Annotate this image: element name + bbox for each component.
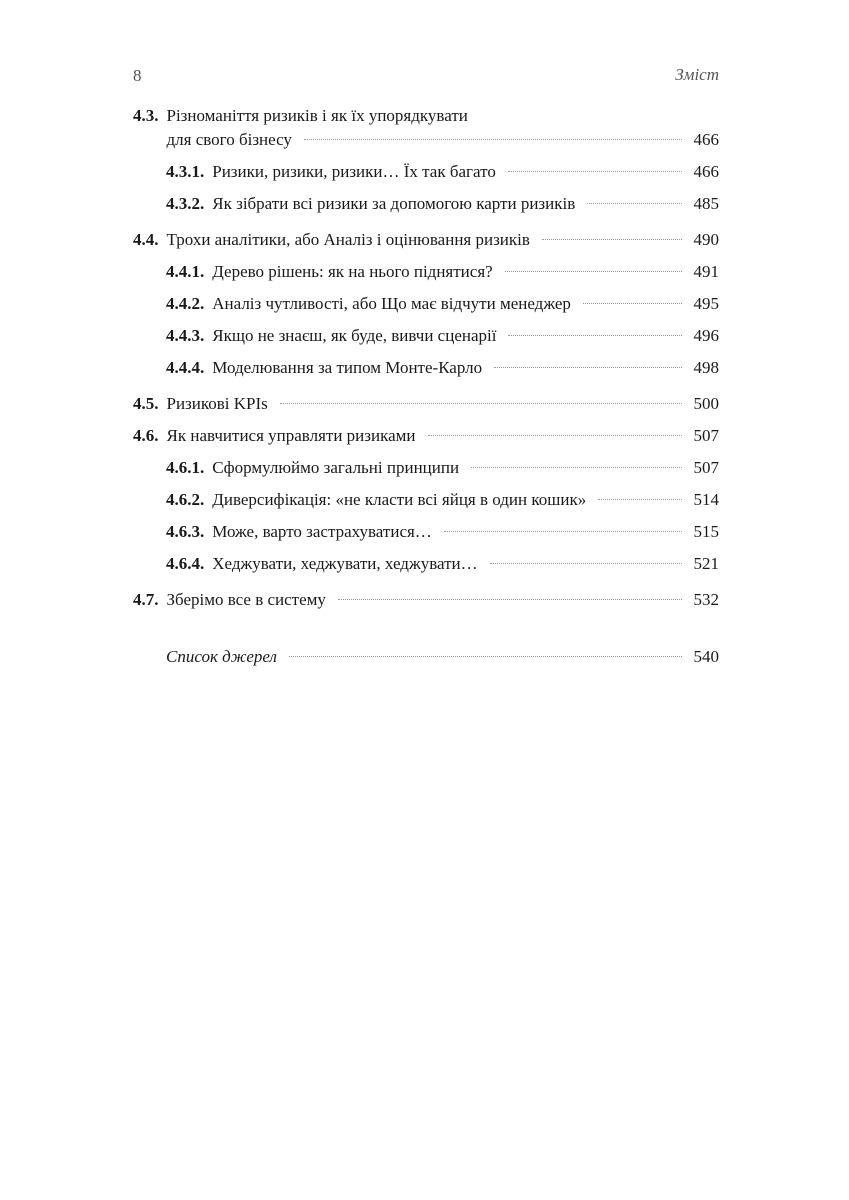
toc-entry-4-6-3[interactable]: [133, 520, 719, 544]
section-title: Моделювання за типом Монте-Карло: [212, 358, 483, 377]
section-number: 4.4.2.: [166, 294, 205, 313]
dot-leader: [508, 171, 682, 172]
section-number: 4.3.1.: [166, 162, 205, 181]
section-title: Хеджувати, хеджувати, хеджувати…: [212, 554, 478, 573]
section-title: Трохи аналітики, або Аналіз і оцінювання ризиків: [166, 230, 530, 249]
section-title-line2: для свого бізнесу: [166, 130, 292, 149]
section-title: Дерево рішень: як на нього піднятися?: [212, 262, 493, 281]
page-ref: 514: [693, 490, 719, 509]
section-number: 4.6.2.: [166, 490, 205, 509]
toc-entry-4-6-1[interactable]: [133, 456, 719, 480]
page-ref: 495: [693, 294, 719, 313]
section-number: 4.6.1.: [166, 458, 205, 477]
dot-leader: [428, 435, 682, 436]
page-ref: 532: [693, 590, 719, 609]
section-number: 4.6.4.: [166, 554, 205, 573]
section-title: Як навчитися управляти ризиками: [166, 426, 416, 445]
page-ref: 490: [693, 230, 719, 249]
dot-leader: [490, 563, 682, 564]
dot-leader: [598, 499, 681, 500]
dot-leader: [304, 139, 682, 140]
toc-entry-4-3-2[interactable]: [133, 192, 719, 216]
page-number: 8: [133, 66, 142, 85]
dot-leader: [587, 203, 681, 204]
section-title: Диверсифікація: «не класти всі яйця в один кошик»: [212, 490, 587, 509]
dot-leader: [444, 531, 682, 532]
sources-title: Список джерел: [166, 647, 277, 666]
page-ref: 507: [693, 426, 719, 445]
page-ref: 498: [693, 358, 719, 377]
section-title: Може, варто застрахуватися…: [212, 522, 432, 541]
section-number: 4.4.3.: [166, 326, 205, 345]
section-title: Ризики, ризики, ризики… Їх так багато: [212, 162, 496, 181]
page-ref: 540: [693, 647, 719, 666]
section-number: 4.4.4.: [166, 358, 205, 377]
toc-entry-4-6[interactable]: [133, 424, 719, 448]
page-ref: 507: [693, 458, 719, 477]
toc-entry-sources[interactable]: [133, 645, 719, 669]
section-title-line1: Різноманіття ризиків і як їх упорядкувати: [166, 106, 468, 125]
dot-leader: [542, 239, 682, 240]
toc-entry-4-4-4[interactable]: [133, 356, 719, 380]
page-ref: 521: [693, 554, 719, 573]
toc-entry-4-4-1[interactable]: [133, 260, 719, 284]
dot-leader: [280, 403, 682, 404]
section-number: 4.7.: [133, 590, 159, 609]
page-ref: 515: [693, 522, 719, 541]
dot-leader: [508, 335, 681, 336]
toc-entry-4-4[interactable]: [133, 228, 719, 252]
page-ref: 500: [693, 394, 719, 413]
section-number: 4.3.2.: [166, 194, 205, 213]
section-title: Зберімо все в систему: [166, 590, 326, 609]
section-title: Якщо не знаєш, як буде, вивчи сценарії: [212, 326, 497, 345]
running-header: Зміст: [675, 65, 719, 84]
toc-entry-4-3-1[interactable]: [133, 160, 719, 184]
toc-entry-4-6-2[interactable]: [133, 488, 719, 512]
page-ref: 491: [693, 262, 719, 281]
section-number: 4.5.: [133, 394, 159, 413]
dot-leader: [505, 271, 682, 272]
page-ref: 496: [693, 326, 719, 345]
section-title: Сформулюймо загальні принципи: [212, 458, 460, 477]
toc-entry-4-5[interactable]: [133, 392, 719, 416]
section-title: Аналіз чутливості, або Що має відчути менеджер: [212, 294, 571, 313]
section-number: 4.4.: [133, 230, 159, 249]
page-ref: 466: [693, 162, 719, 181]
page-ref: 466: [693, 130, 719, 149]
section-number: 4.6.: [133, 426, 159, 445]
section-number: 4.3.: [133, 106, 159, 125]
dot-leader: [583, 303, 682, 304]
toc-entry-4-7[interactable]: [133, 588, 719, 612]
toc-entry-4-4-3[interactable]: [133, 324, 719, 348]
dot-leader: [289, 656, 682, 657]
toc-entry-4-6-4[interactable]: [133, 552, 719, 576]
section-title: Ризикові KPIs: [166, 394, 268, 413]
dot-leader: [471, 467, 681, 468]
section-title: Як зібрати всі ризики за допомогою карти ризиків: [212, 194, 576, 213]
section-number: 4.4.1.: [166, 262, 205, 281]
page-ref: 485: [693, 194, 719, 213]
table-of-contents: [133, 104, 719, 669]
section-number: 4.6.3.: [166, 522, 205, 541]
toc-entry-4-3[interactable]: [133, 104, 719, 152]
dot-leader: [494, 367, 681, 368]
dot-leader: [338, 599, 682, 600]
toc-entry-4-4-2[interactable]: [133, 292, 719, 316]
